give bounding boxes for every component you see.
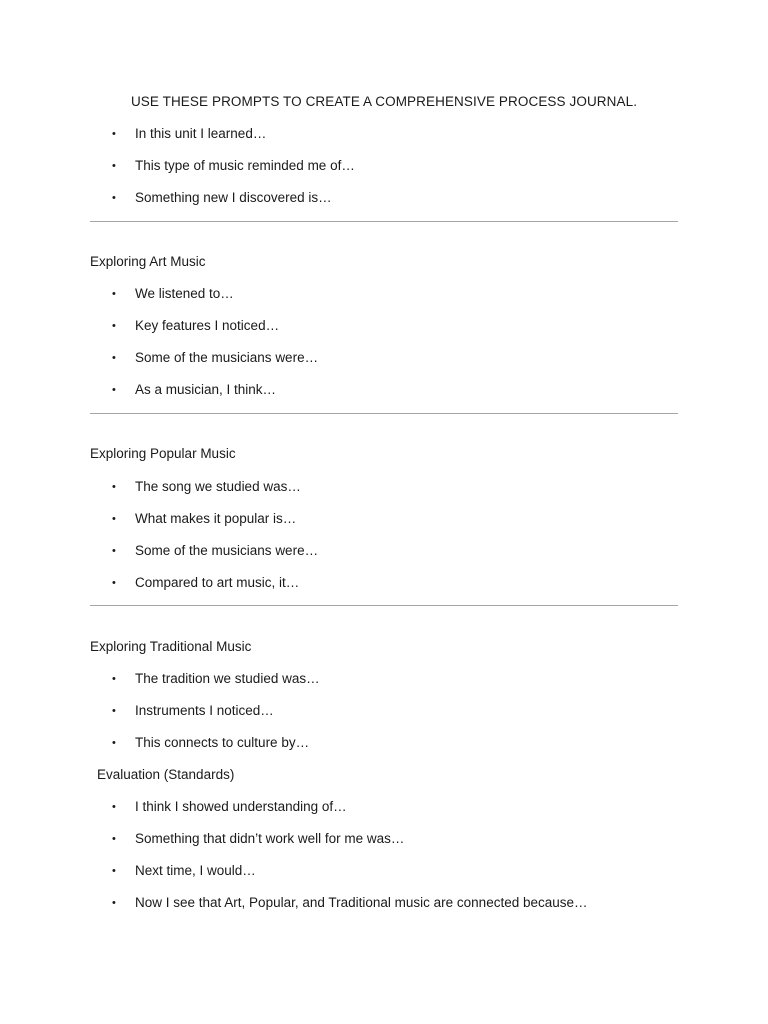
prompt-text: Something new I discovered is… — [135, 190, 332, 205]
bullet-icon: • — [112, 737, 116, 749]
prompt-text: This connects to culture by… — [135, 735, 310, 750]
prompt-text: Next time, I would… — [135, 863, 256, 878]
bullet-icon: • — [112, 352, 116, 364]
list-item — [112, 349, 318, 367]
bullet-icon: • — [112, 481, 116, 493]
list-item — [112, 702, 274, 720]
prompt-text: The song we studied was… — [135, 479, 301, 494]
prompt-text: I think I showed understanding of… — [135, 799, 347, 814]
list-item — [112, 478, 301, 496]
prompt-text: Something that didn’t work well for me was… — [135, 831, 405, 846]
list-item — [112, 157, 355, 175]
list-item — [112, 317, 279, 335]
prompt-text: This type of music reminded me of… — [135, 158, 355, 173]
section-divider — [90, 413, 678, 414]
prompt-text: Some of the musicians were… — [135, 350, 319, 365]
prompt-text: Compared to art music, it… — [135, 575, 300, 590]
prompt-text: Key features I noticed… — [135, 318, 280, 333]
list-item — [112, 510, 296, 528]
list-item — [112, 862, 256, 880]
bullet-icon: • — [112, 577, 116, 589]
bullet-icon: • — [112, 320, 116, 332]
section-heading-popular-music: Exploring Popular Music — [90, 446, 236, 461]
list-item — [112, 798, 347, 816]
prompt-text: Now I see that Art, Popular, and Traditional music are connected because… — [135, 895, 588, 910]
bullet-icon: • — [112, 128, 116, 140]
bullet-icon: • — [112, 673, 116, 685]
page-title: USE THESE PROMPTS TO CREATE A COMPREHENSIVE PROCESS JOURNAL. — [130, 94, 638, 109]
list-item — [112, 542, 318, 560]
bullet-icon: • — [112, 897, 116, 909]
list-item — [112, 670, 320, 688]
section-divider — [90, 605, 678, 606]
prompt-text: The tradition we studied was… — [135, 671, 320, 686]
list-item — [112, 381, 276, 399]
prompt-text: Instruments I noticed… — [135, 703, 274, 718]
list-item — [112, 894, 588, 912]
bullet-icon: • — [112, 513, 116, 525]
list-item — [112, 574, 299, 592]
list-item — [112, 285, 234, 303]
bullet-icon: • — [112, 288, 116, 300]
section-divider — [90, 221, 678, 222]
bullet-icon: • — [112, 384, 116, 396]
bullet-icon: • — [112, 545, 116, 557]
section-heading-traditional-music: Exploring Traditional Music — [90, 639, 252, 654]
prompt-text: In this unit I learned… — [135, 126, 267, 141]
bullet-icon: • — [112, 833, 116, 845]
bullet-icon: • — [112, 705, 116, 717]
bullet-icon: • — [112, 160, 116, 172]
prompt-text: Some of the musicians were… — [135, 543, 319, 558]
bullet-icon: • — [112, 192, 116, 204]
list-item — [112, 125, 266, 143]
list-item — [112, 189, 332, 207]
prompt-text: As a musician, I think… — [135, 382, 277, 397]
section-heading-evaluation: Evaluation (Standards) — [97, 767, 235, 782]
section-heading-art-music: Exploring Art Music — [90, 254, 206, 269]
prompt-text: What makes it popular is… — [135, 511, 297, 526]
bullet-icon: • — [112, 865, 116, 877]
list-item — [112, 734, 309, 752]
list-item — [112, 830, 404, 848]
prompt-text: We listened to… — [135, 286, 234, 301]
bullet-icon: • — [112, 801, 116, 813]
